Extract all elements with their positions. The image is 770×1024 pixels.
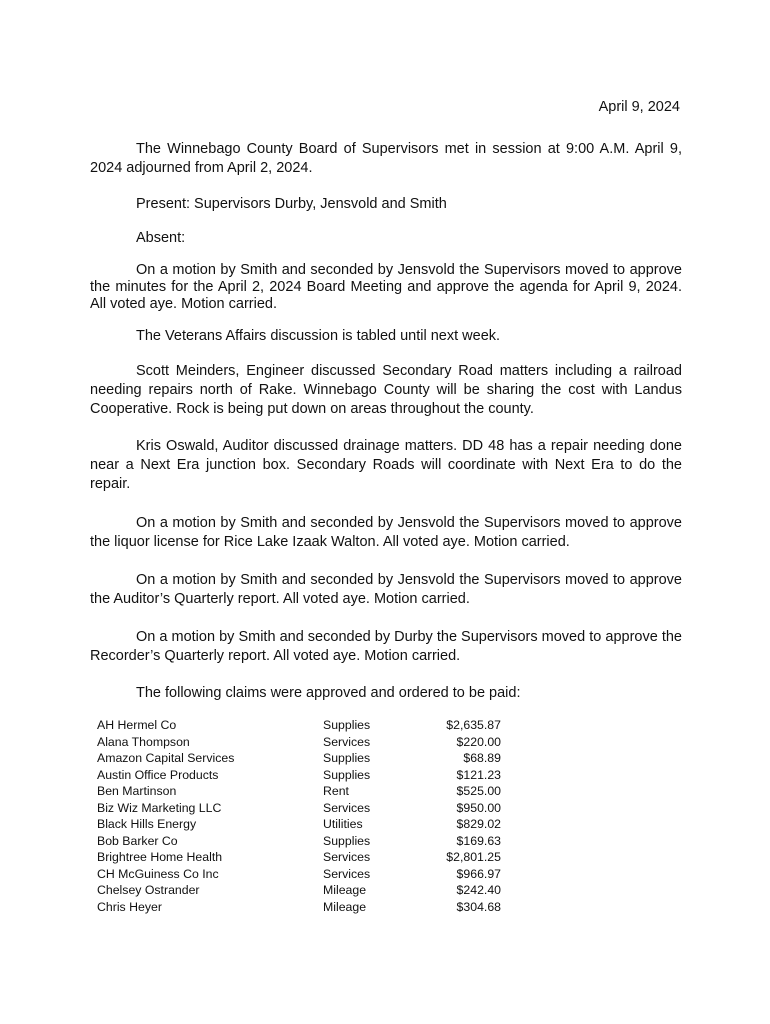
table-row — [97, 717, 517, 734]
claim-amount: $220.00 — [456, 734, 501, 749]
claim-vendor: Biz Wiz Marketing LLC — [97, 800, 222, 815]
claim-type: Supplies — [323, 833, 371, 848]
claims-intro-paragraph: The following claims were approved and ordered to be paid: — [136, 685, 521, 701]
claim-type: Mileage — [323, 883, 367, 897]
claim-amount: $950.00 — [456, 800, 501, 815]
table-row — [97, 767, 517, 784]
claim-type: Services — [323, 734, 371, 749]
claim-amount: $242.40 — [456, 883, 501, 897]
claim-vendor: CH McGuiness Co Inc — [97, 866, 219, 881]
table-row — [97, 800, 517, 817]
table-row — [97, 866, 517, 883]
claim-vendor: Brightree Home Health — [97, 850, 223, 864]
claim-vendor: Alana Thompson — [97, 734, 190, 749]
claim-amount: $2,801.25 — [446, 850, 501, 864]
claim-vendor: Chelsey Ostrander — [97, 883, 200, 897]
table-row — [97, 849, 517, 866]
claim-amount: $966.97 — [456, 866, 501, 881]
table-row — [97, 833, 517, 850]
claim-type: Services — [323, 800, 371, 815]
table-row — [97, 734, 517, 751]
table-row — [97, 882, 517, 899]
claim-vendor: Bob Barker Co — [97, 833, 178, 848]
claim-type: Rent — [323, 784, 349, 798]
claim-vendor: Amazon Capital Services — [97, 751, 235, 765]
liquor-license-paragraph: On a motion by Smith and seconded by Jensvold the Supervisors moved to approve the liquor license for Rice Lake Izaak Walton. All voted aye. Motion carried. — [90, 515, 682, 550]
absent-paragraph: Absent: — [136, 230, 186, 246]
claim-vendor: Black Hills Energy — [97, 817, 197, 831]
auditor-drainage-paragraph: Kris Oswald, Auditor discussed drainage matters. DD 48 has a repair needing done near a Next Era junction box. Secondary Roads will coordinate with Next Era to do the repair. — [90, 438, 682, 492]
session-paragraph: The Winnebago County Board of Supervisors met in session at 9:00 A.M. April 9, 2024 adjourned from April 2, 2024. — [90, 141, 682, 176]
claim-amount: $121.23 — [456, 767, 501, 782]
recorder-report-paragraph: On a motion by Smith and seconded by Durby the Supervisors moved to approve the Recorder’s Quarterly report. All voted aye. Motion carried. — [90, 629, 682, 664]
claim-vendor: Austin Office Products — [97, 767, 219, 782]
claim-type: Utilities — [323, 817, 363, 831]
engineer-paragraph: Scott Meinders, Engineer discussed Secondary Road matters including a railroad needing repairs north of Rake. Winnebago County will be sharing the cost with Landus Cooperative. Rock is being put down on areas throughout the county. — [90, 363, 682, 417]
claim-amount: $68.89 — [463, 751, 501, 765]
minutes-motion-paragraph: On a motion by Smith and seconded by Jensvold the Supervisors moved to approve the minutes for the April 2, 2024 Board Meeting and approve the agenda for April 9, 2024. All voted aye. Motion carried. — [90, 262, 682, 312]
claim-type: Supplies — [323, 767, 371, 782]
veterans-paragraph: The Veterans Affairs discussion is tabled until next week. — [136, 328, 501, 344]
present-paragraph: Present: Supervisors Durby, Jensvold and Smith — [136, 196, 447, 212]
meeting-date: April 9, 2024 — [598, 99, 680, 115]
claim-amount: $169.63 — [456, 833, 501, 848]
table-row — [97, 816, 517, 833]
claim-vendor: AH Hermel Co — [97, 718, 177, 732]
claim-type: Services — [323, 866, 371, 881]
table-row — [97, 750, 517, 767]
claim-type: Services — [323, 850, 371, 864]
claim-type: Supplies — [323, 718, 371, 732]
table-row — [97, 783, 517, 800]
claim-type: Supplies — [323, 751, 371, 765]
claims-table — [97, 717, 517, 915]
claim-type: Mileage — [323, 899, 367, 914]
claim-vendor: Ben Martinson — [97, 784, 177, 798]
table-row — [97, 899, 517, 916]
claim-amount: $525.00 — [456, 784, 501, 798]
claim-amount: $304.68 — [456, 899, 501, 914]
claim-amount: $829.02 — [456, 817, 501, 831]
claim-vendor: Chris Heyer — [97, 899, 162, 914]
auditor-report-paragraph: On a motion by Smith and seconded by Jensvold the Supervisors moved to approve the Auditor’s Quarterly report. All voted aye. Motion carried. — [90, 572, 682, 607]
claim-amount: $2,635.87 — [446, 718, 501, 732]
